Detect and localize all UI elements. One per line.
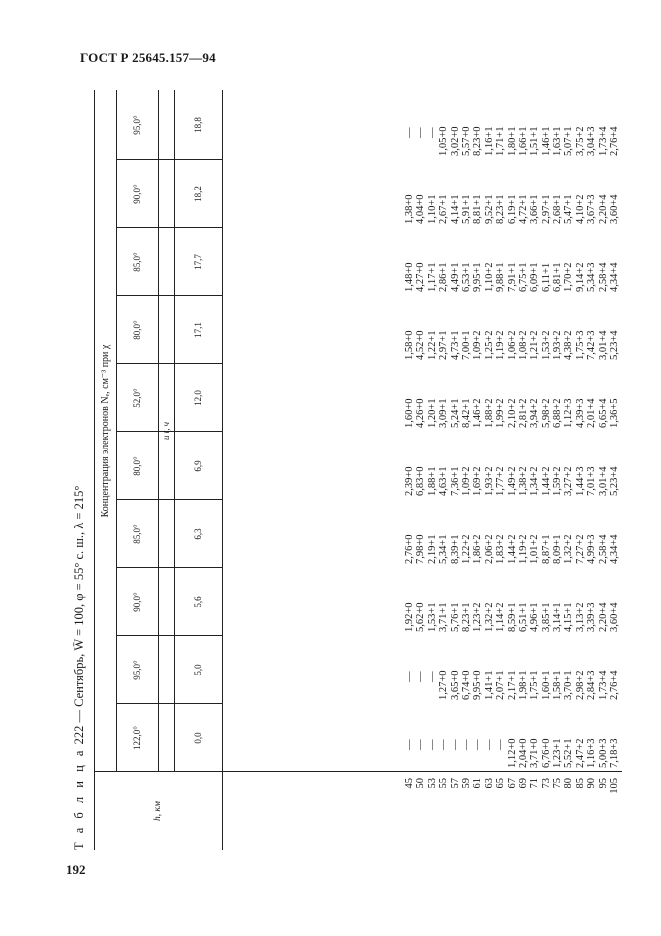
value-cell: 1,46+2: [472, 398, 484, 428]
value-cell: 1,41+1: [483, 670, 495, 700]
value-cell: 1,75+3: [574, 330, 586, 360]
value-cell: 3,60+4: [609, 602, 621, 632]
value-cell: 4,49+1: [449, 262, 461, 292]
value-cell: 5,23+4: [609, 330, 621, 360]
caption-prefix: Т а б л и ц а: [72, 747, 86, 850]
value-cell: 1,80+1: [506, 126, 518, 156]
value-cell: 1,93+2: [552, 330, 564, 360]
value-cell: 4,96+1: [529, 602, 541, 632]
value-cell: 1,48+0: [404, 262, 415, 292]
value-cell: 8,09+1: [552, 534, 564, 564]
page-number: 192: [66, 862, 86, 877]
value-cell: 4,52+0: [415, 330, 427, 360]
h-cell: 55: [438, 778, 450, 789]
value-column: [404, 230, 620, 292]
value-cell: 9,52+1: [483, 194, 495, 224]
value-cell: 1,25+2: [483, 330, 495, 360]
value-cell: 1,49+2: [506, 466, 518, 496]
value-cell: 1,75+1: [529, 670, 541, 700]
value-cell: 8,81+1: [472, 194, 484, 224]
value-cell: 2,17+1: [506, 670, 518, 700]
h-cell: 105: [609, 778, 621, 794]
value-column: [404, 434, 620, 496]
electron-density-table: [94, 90, 622, 850]
value-cell: 2,04+0: [517, 738, 529, 768]
chi-header: 122,0°: [132, 726, 142, 750]
chi-header: 80,0°: [132, 456, 142, 476]
value-cell: 1,12+3: [563, 398, 575, 428]
value-cell: 4,14+1: [449, 194, 461, 224]
h-cell: 67: [506, 778, 518, 789]
chi-header: 90,0°: [132, 184, 142, 204]
h-cell: 53: [426, 778, 438, 789]
value-cell: 1,66+1: [517, 126, 529, 156]
value-cell: 6,53+1: [460, 262, 472, 292]
value-cell: —: [472, 739, 484, 750]
value-cell: 1,19+2: [495, 330, 507, 360]
value-cell: 1,51+1: [529, 126, 541, 156]
value-cell: 7,01+3: [586, 466, 598, 496]
value-cell: 5,24+1: [449, 398, 461, 428]
value-cell: 1,32+2: [483, 602, 495, 632]
value-cell: 2,58+4: [597, 534, 609, 564]
value-cell: 2,01+4: [586, 398, 598, 428]
value-cell: —: [460, 739, 472, 750]
value-cell: 1,60+1: [540, 670, 552, 700]
value-cell: 5,47+1: [563, 194, 575, 224]
value-cell: 1,99+2: [495, 398, 507, 428]
value-cell: 3,14+1: [552, 602, 564, 632]
value-cell: 1,70+2: [563, 262, 575, 292]
value-column: [404, 94, 620, 156]
value-cell: 8,87+1: [540, 534, 552, 564]
value-cell: 2,98+2: [574, 670, 586, 700]
value-cell: 7,98+0: [415, 534, 427, 564]
value-cell: 1,53+1: [426, 602, 438, 632]
value-cell: 4,34+4: [609, 262, 621, 292]
value-cell: 8,39+1: [449, 534, 461, 564]
header-bottom-rule: [222, 90, 223, 850]
h-column-header: h, км: [153, 801, 163, 822]
value-column: [404, 162, 620, 224]
value-cell: 1,23+1: [552, 738, 564, 768]
value-cell: 5,34+3: [586, 262, 598, 292]
value-cell: 1,10+2: [483, 262, 495, 292]
chi-header: 85,0°: [132, 524, 142, 544]
group-header: Концентрация электронов Nₑ, см⁻³ при χ: [99, 344, 111, 518]
value-cell: 9,88+1: [495, 262, 507, 292]
value-cell: 3,70+1: [563, 670, 575, 700]
chi-header: 95,0°: [132, 660, 142, 680]
value-cell: 4,10+2: [574, 194, 586, 224]
value-cell: 1,09+2: [472, 330, 484, 360]
time-header: 5,0: [193, 664, 203, 676]
value-cell: 1,46+1: [540, 126, 552, 156]
value-cell: 6,51+1: [517, 602, 529, 632]
document-header: ГОСТ Р 25645.157—94: [80, 50, 216, 65]
value-cell: 3,60+4: [609, 194, 621, 224]
value-cell: 6,19+1: [506, 194, 518, 224]
h-cell: 95: [597, 778, 609, 789]
value-cell: 1,88+1: [426, 466, 438, 496]
value-cell: 3,94+2: [529, 398, 541, 428]
h-values: [404, 778, 620, 844]
value-cell: 9,95+1: [472, 262, 484, 292]
value-cell: 2,20+4: [597, 602, 609, 632]
value-cell: 1,93+2: [483, 466, 495, 496]
value-cell: 5,23+4: [609, 466, 621, 496]
value-cell: 1,38+0: [404, 194, 415, 224]
value-cell: 4,39+3: [574, 398, 586, 428]
value-cell: 2,67+1: [438, 194, 450, 224]
value-cell: 4,99+3: [586, 534, 598, 564]
value-cell: 1,73+4: [597, 670, 609, 700]
value-cell: —: [404, 671, 415, 682]
h-cell: 57: [449, 778, 461, 789]
value-cell: 4,73+1: [449, 330, 461, 360]
value-cell: 2,10+2: [506, 398, 518, 428]
value-cell: 1,92+0: [404, 602, 415, 632]
value-cell: 7,27+2: [574, 534, 586, 564]
value-cell: 1,36+5: [609, 398, 621, 428]
value-cell: 4,63+1: [438, 466, 450, 496]
value-cell: 2,86+1: [438, 262, 450, 292]
time-header: 18,2: [193, 186, 203, 202]
h-cell: 50: [415, 778, 427, 789]
value-cell: 1,77+2: [495, 466, 507, 496]
value-cell: 2,76+4: [609, 126, 621, 156]
value-cell: 1,59+2: [552, 466, 564, 496]
value-cell: 1,12+0: [506, 738, 518, 768]
value-cell: 1,44+2: [540, 466, 552, 496]
value-cell: 2,47+2: [574, 738, 586, 768]
value-cell: 1,16+1: [483, 126, 495, 156]
value-cell: 7,91+1: [506, 262, 518, 292]
value-cell: 3,75+2: [574, 126, 586, 156]
h-cell: 59: [460, 778, 472, 789]
value-cell: 8,59+1: [506, 602, 518, 632]
time-header: 0,0: [193, 732, 203, 744]
value-cell: —: [415, 671, 427, 682]
value-column: [404, 298, 620, 360]
value-cell: 3,01+4: [597, 466, 609, 496]
value-cell: 5,57+0: [460, 126, 472, 156]
value-cell: 1,17+1: [426, 262, 438, 292]
value-cell: 2,07+1: [495, 670, 507, 700]
value-cell: 7,42+3: [586, 330, 598, 360]
h-cell: 71: [529, 778, 541, 789]
value-cell: 6,81+1: [552, 262, 564, 292]
value-cell: 1,08+2: [517, 330, 529, 360]
value-cell: 5,34+1: [438, 534, 450, 564]
value-cell: 1,71+1: [495, 126, 507, 156]
value-cell: 1,22+2: [460, 534, 472, 564]
value-cell: 6,83+0: [415, 466, 427, 496]
value-cell: 7,00+1: [460, 330, 472, 360]
value-cell: —: [404, 127, 415, 138]
value-cell: 1,83+2: [495, 534, 507, 564]
value-column: [404, 570, 620, 632]
value-column: [404, 366, 620, 428]
time-header: 17,7: [193, 254, 203, 270]
time-label: и t, ч: [161, 421, 171, 441]
value-cell: 4,15+1: [563, 602, 575, 632]
value-cell: 3,66+1: [529, 194, 541, 224]
value-cell: 2,20+4: [597, 194, 609, 224]
value-cell: —: [449, 739, 461, 750]
value-cell: 3,67+3: [586, 194, 598, 224]
value-cell: 3,01+4: [597, 330, 609, 360]
value-cell: 8,23+1: [460, 602, 472, 632]
value-cell: 2,97+1: [438, 330, 450, 360]
value-cell: 1,69+2: [472, 466, 484, 496]
value-cell: 2,58+4: [597, 262, 609, 292]
value-cell: —: [404, 739, 415, 750]
value-cell: 3,09+1: [438, 398, 450, 428]
time-header: 5,6: [193, 596, 203, 608]
value-cell: 1,44+3: [574, 466, 586, 496]
value-cell: 6,74+0: [460, 670, 472, 700]
rotated-table-block: [72, 90, 632, 850]
value-cell: 3,85+1: [540, 602, 552, 632]
value-cell: 1,88+2: [483, 398, 495, 428]
value-cell: 5,76+1: [449, 602, 461, 632]
value-cell: 1,58+1: [552, 670, 564, 700]
value-cell: 1,16+3: [586, 738, 598, 768]
h-cell: 90: [586, 778, 598, 789]
value-cell: 1,01+2: [529, 534, 541, 564]
value-cell: 2,19+1: [426, 534, 438, 564]
value-cell: 5,07+1: [563, 126, 575, 156]
value-cell: 2,76+4: [609, 670, 621, 700]
value-cell: 9,14+2: [574, 262, 586, 292]
value-cell: —: [495, 739, 507, 750]
value-cell: —: [426, 671, 438, 682]
h-cell: 61: [472, 778, 484, 789]
value-cell: 6,11+1: [540, 262, 552, 292]
value-cell: 1,58+0: [404, 330, 415, 360]
value-cell: —: [438, 739, 450, 750]
value-cell: 3,65+0: [449, 670, 461, 700]
value-cell: 1,09+2: [460, 466, 472, 496]
value-cell: 3,02+0: [449, 126, 461, 156]
value-cell: 2,84+3: [586, 670, 598, 700]
value-cell: 6,75+1: [517, 262, 529, 292]
value-cell: —: [426, 127, 438, 138]
value-cell: 1,05+0: [438, 126, 450, 156]
value-cell: 2,97+1: [540, 194, 552, 224]
value-cell: 7,18+3: [609, 738, 621, 768]
value-cell: —: [415, 739, 427, 750]
h-cell: 73: [540, 778, 552, 789]
value-cell: 1,60+0: [404, 398, 415, 428]
value-cell: 1,63+1: [552, 126, 564, 156]
value-cell: 3,13+2: [574, 602, 586, 632]
chi-header: 80,0°: [132, 320, 142, 340]
value-cell: 4,26+0: [415, 398, 427, 428]
value-cell: 2,76+0: [404, 534, 415, 564]
value-column: [404, 502, 620, 564]
value-cell: 4,34+4: [609, 534, 621, 564]
value-cell: 4,72+1: [517, 194, 529, 224]
value-cell: 5,91+1: [460, 194, 472, 224]
value-cell: 1,53+2: [540, 330, 552, 360]
value-cell: 1,34+2: [529, 466, 541, 496]
chi-header: 95,0°: [132, 115, 142, 135]
value-cell: 1,21+2: [529, 330, 541, 360]
time-header: 17,1: [193, 322, 203, 338]
value-cell: 6,76+0: [540, 738, 552, 768]
value-cell: 2,68+1: [552, 194, 564, 224]
value-cell: 2,06+2: [483, 534, 495, 564]
value-cell: 9,95+0: [472, 670, 484, 700]
value-cell: 1,20+1: [426, 398, 438, 428]
time-header: 6,9: [193, 460, 203, 472]
value-cell: 2,39+0: [404, 466, 415, 496]
value-column: [404, 638, 620, 700]
value-cell: 5,98+2: [540, 398, 552, 428]
value-cell: 1,38+2: [517, 466, 529, 496]
value-cell: 1,06+2: [506, 330, 518, 360]
value-cell: —: [415, 127, 427, 138]
value-cell: 1,22+1: [426, 330, 438, 360]
h-cell: 69: [517, 778, 529, 789]
value-cell: 2,81+2: [517, 398, 529, 428]
value-cell: 1,14+2: [495, 602, 507, 632]
value-cell: 1,86+2: [472, 534, 484, 564]
value-cell: 1,19+2: [517, 534, 529, 564]
h-cell: 85: [574, 778, 586, 789]
value-cell: 3,71+1: [438, 602, 450, 632]
value-cell: —: [426, 739, 438, 750]
time-header: 18,8: [193, 117, 203, 133]
value-cell: 8,23+0: [472, 126, 484, 156]
caption-text: 222 — Сентябрь, W̄ = 100, φ = 55° с. ш., λ = 215°: [72, 485, 86, 745]
value-cell: 1,32+2: [563, 534, 575, 564]
chi-header: 85,0°: [132, 252, 142, 272]
value-cell: 8,23+1: [495, 194, 507, 224]
value-cell: —: [483, 739, 495, 750]
value-cell: 4,38+2: [563, 330, 575, 360]
value-cell: 4,27+0: [415, 262, 427, 292]
value-cell: 5,00+3: [597, 738, 609, 768]
value-cell: 7,36+1: [449, 466, 461, 496]
value-cell: 1,44+2: [506, 534, 518, 564]
value-cell: 1,27+0: [438, 670, 450, 700]
chi-header: 90,0°: [132, 592, 142, 612]
chi-header: 52,0°: [132, 388, 142, 408]
h-cell: 65: [495, 778, 507, 789]
h-cell: 75: [552, 778, 564, 789]
value-cell: 1,73+4: [597, 126, 609, 156]
value-cell: 3,27+2: [563, 466, 575, 496]
value-cell: 6,88+2: [552, 398, 564, 428]
value-cell: 3,39+3: [586, 602, 598, 632]
value-cell: 6,09+1: [529, 262, 541, 292]
value-cell: 3,04+3: [586, 126, 598, 156]
h-cell: 45: [404, 778, 415, 789]
h-cell: 63: [483, 778, 495, 789]
value-cell: 3,71+0: [529, 738, 541, 768]
value-cell: 8,42+1: [460, 398, 472, 428]
value-cell: 1,10+1: [426, 194, 438, 224]
value-cell: 6,65+4: [597, 398, 609, 428]
time-header: 12,0: [193, 390, 203, 406]
value-cell: 5,52+1: [563, 738, 575, 768]
value-cell: 5,62+0: [415, 602, 427, 632]
value-cell: 1,23+2: [472, 602, 484, 632]
value-column: [404, 706, 620, 768]
time-header: 6,3: [193, 528, 203, 540]
value-cell: 1,98+1: [517, 670, 529, 700]
table-caption: [72, 90, 92, 850]
h-cell: 80: [563, 778, 575, 789]
value-cell: 4,04+0: [415, 194, 427, 224]
